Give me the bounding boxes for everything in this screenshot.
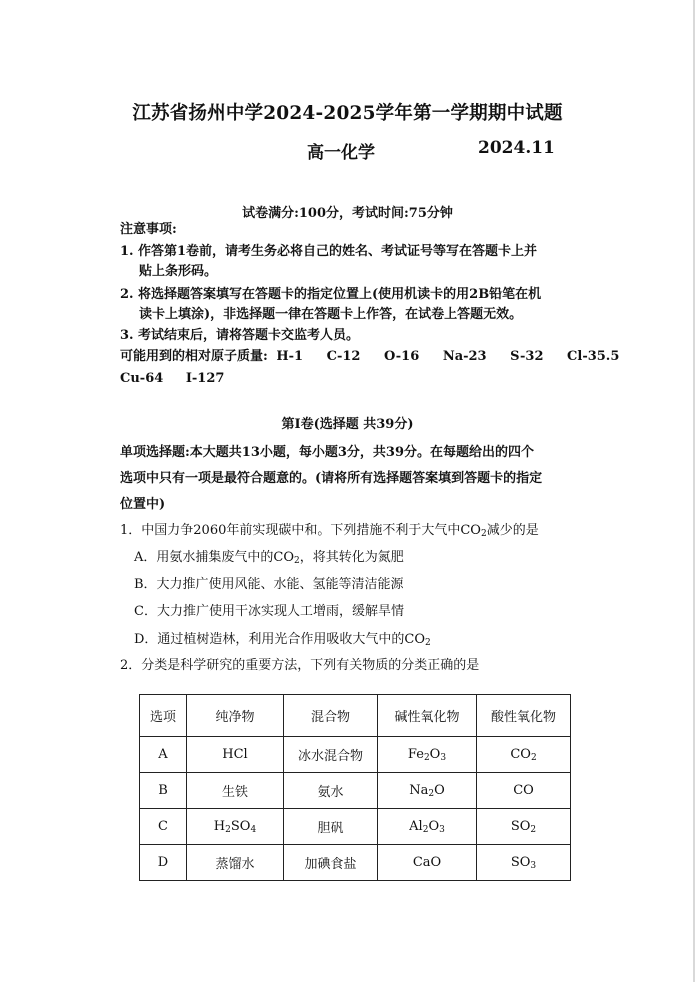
formula-part: SO (230, 818, 251, 834)
subscript: 2 (294, 556, 300, 566)
formula-part: CO (510, 746, 531, 762)
formula-part: SO (510, 818, 531, 834)
table-cell-mixture: 加碘食盐 (284, 845, 378, 881)
formula-part: O (428, 818, 440, 834)
note-item-1-cont: 贴上条形码。 (139, 264, 218, 279)
subscript: 2 (480, 529, 487, 539)
subject-label: 高一化学 (307, 143, 375, 163)
note-num: 2. (120, 287, 134, 302)
note-num: 3. (120, 328, 134, 343)
subscript: 2 (422, 824, 429, 835)
note-item-1 (120, 242, 537, 262)
atomic-masses-label: 可能用到的相对原子质量: (120, 349, 268, 364)
table-row (140, 773, 571, 809)
table-header-cell: 选项 (140, 695, 187, 737)
table-cell-basic-oxide (378, 845, 477, 881)
section-instruction-line: 选项中只有一项是最符合题意的。(请将所有选择题答案填到答题卡的指定 (120, 471, 543, 486)
atomic-mass: H-1 (276, 349, 304, 364)
table-header-cell: 酸性氧化物 (477, 695, 571, 737)
table-header-cell: 碱性氧化物 (378, 695, 477, 737)
section-title: 第I卷(选择题 共39分) (281, 417, 414, 432)
exam-date: 2024.11 (478, 138, 555, 158)
table-header-cell: 纯净物 (187, 695, 284, 737)
question-1-option-a (134, 546, 404, 566)
note-text: 将选择题答案填写在答题卡的指定位置上(使用机读卡的用2B铅笔在机 (138, 287, 542, 302)
atomic-mass: C-12 (326, 349, 361, 364)
classification-table (139, 694, 571, 881)
note-num: 1. (120, 244, 134, 259)
table-cell-option: D (140, 845, 187, 881)
atomic-mass: O-16 (383, 349, 420, 364)
stem-text: 1．中国力争2060年前实现碳中和。下列措施不利于大气中CO (120, 523, 481, 538)
option-text: ，将其转化为氮肥 (299, 550, 404, 565)
stem-text: 减少的是 (486, 523, 539, 538)
table-cell-pure: 蒸馏水 (187, 845, 284, 881)
option-text: D．通过植树造林，利用光合作用吸收大气中的CO (134, 632, 426, 647)
notes-heading: 注意事项: (120, 222, 177, 237)
table-cell-mixture: 胆矾 (284, 809, 378, 845)
table-cell-acidic-oxide (477, 809, 571, 845)
table-cell-basic-oxide (378, 809, 477, 845)
atomic-mass: I-127 (185, 371, 225, 386)
table-cell-acidic-oxide (477, 737, 571, 773)
table-cell-basic-oxide (378, 773, 477, 809)
table-cell-option: B (140, 773, 187, 809)
subscript: 3 (530, 860, 537, 871)
table-cell-mixture: 冰水混合物 (284, 737, 378, 773)
formula-part: CaO (412, 855, 442, 870)
option-text: A．用氨水捕集废气中的CO (134, 550, 294, 565)
note-text: 考试结束后，请将答题卡交监考人员。 (138, 328, 360, 343)
table-row (140, 809, 571, 845)
subscript: 2 (423, 752, 430, 763)
table-cell-option: C (140, 809, 187, 845)
subscript: 4 (250, 824, 257, 835)
formula-part: Na (409, 782, 429, 798)
section-instruction-line: 位置中) (120, 497, 166, 512)
note-text: 作答第1卷前，请考生务必将自己的姓名、考试证号等写在答题卡上并 (138, 244, 538, 259)
exam-title: 江苏省扬州中学2024-2025学年第一学期期中试题 (132, 103, 563, 124)
formula-part: H (213, 818, 226, 834)
question-1-option-d (134, 628, 431, 648)
subscript: 2 (225, 824, 231, 835)
table-cell-pure (187, 809, 284, 845)
atomic-mass: Cl-35.5 (567, 349, 620, 364)
subscript: 2 (530, 752, 537, 763)
atomic-mass: S-32 (510, 349, 544, 364)
formula-part: Al (409, 818, 423, 834)
note-item-3 (120, 326, 359, 346)
table-row (140, 737, 571, 773)
table-header-cell: 混合物 (284, 695, 378, 737)
table-cell-mixture: 氨水 (284, 773, 378, 809)
exam-info: 试卷满分:100分，考试时间:75分钟 (242, 206, 453, 221)
question-1-option-c: C．大力推广使用干冰实现人工增雨，缓解旱情 (134, 604, 404, 619)
table-cell-pure: 生铁 (187, 773, 284, 809)
formula-part: O (429, 746, 441, 762)
formula-part: SO (510, 854, 531, 870)
subscript: 3 (440, 752, 447, 763)
formula-part: O (434, 782, 445, 798)
subscript: 2 (530, 824, 537, 835)
atomic-masses-row1 (120, 347, 619, 367)
table-cell-option: A (140, 737, 187, 773)
formula-part: CO (513, 783, 534, 798)
question-2-stem: 2．分类是科学研究的重要方法，下列有关物质的分类正确的是 (120, 658, 480, 673)
table-row (140, 845, 571, 881)
atomic-mass: Cu-64 (120, 371, 164, 386)
question-1-stem (120, 519, 539, 539)
subscript: 2 (428, 788, 435, 799)
atomic-masses-row2 (120, 369, 224, 389)
note-item-2 (120, 285, 541, 305)
note-item-2-cont: 读卡上填涂)，非选择题一律在答题卡上作答，在试卷上答题无效。 (139, 307, 523, 322)
table-cell-acidic-oxide (477, 845, 571, 881)
table-cell-acidic-oxide (477, 773, 571, 809)
subscript: 2 (425, 638, 431, 648)
table-cell-basic-oxide (378, 737, 477, 773)
formula-part: Fe (407, 746, 424, 762)
table-header-row (140, 695, 571, 737)
section-instruction-line: 单项选择题:本大题共13小题，每小题3分，共39分。在每题给出的四个 (120, 445, 535, 460)
atomic-mass: Na-23 (442, 349, 487, 364)
table-cell-pure: HCl (187, 737, 284, 773)
question-1-option-b: B．大力推广使用风能、水能、氢能等清洁能源 (134, 577, 404, 592)
subscript: 3 (439, 824, 445, 835)
